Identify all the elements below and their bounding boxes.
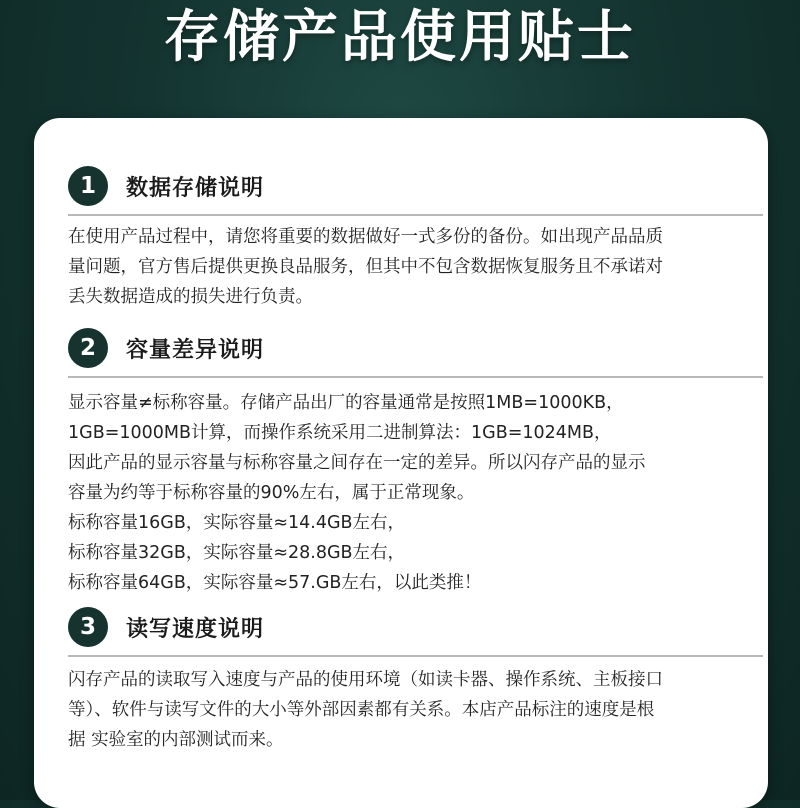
section-header-capacity: [68, 326, 264, 370]
section-body-data-storage: [68, 222, 763, 312]
body-line: 丢失数据造成的损失进行负责。: [68, 287, 313, 307]
body-line: 据 实验室的内部测试而来。: [68, 730, 284, 750]
body-line: 量问题，官方售后提供更换良品服务，但其中不包含数据恢复服务且不承诺对: [68, 257, 663, 277]
body-line: 显示容量≠标称容量。存储产品出厂的容量通常是按照1MB=1000KB，: [68, 393, 624, 413]
tips-card: [34, 118, 768, 808]
body-line: 容量为约等于标称容量的90%左右，属于正常现象。: [68, 483, 475, 503]
section-header-speed: [68, 605, 264, 649]
body-line: 在使用产品过程中，请您将重要的数据做好一式多份的备份。如出现产品品质: [68, 227, 663, 247]
section-divider: [68, 655, 763, 657]
section-number-badge: 3: [68, 607, 108, 647]
section-title: 容量差异说明: [126, 337, 265, 363]
body-line: 1GB=1000MB计算，而操作系统采用二进制算法：1GB=1024MB，: [68, 423, 612, 443]
section-header-data-storage: [68, 164, 264, 208]
section-body-speed: [68, 665, 763, 755]
section-divider: [68, 376, 763, 378]
section-number-badge: 1: [68, 166, 108, 206]
body-line: 闪存产品的读取写入速度与产品的使用环境（如读卡器、操作系统、主板接口: [68, 670, 663, 690]
section-number-badge: 2: [68, 328, 108, 368]
page-title: 存储产品使用贴士: [164, 5, 636, 70]
section-title: 读写速度说明: [126, 616, 265, 642]
section-body-capacity: [68, 388, 763, 598]
body-line: 标称容量64GB，实际容量≈57.GB左右，以此类推！: [68, 573, 482, 593]
body-line: 等）、软件与读写文件的大小等外部因素都有关系。本店产品标注的速度是根: [68, 700, 655, 720]
body-line: 因此产品的显示容量与标称容量之间存在一定的差异。所以闪存产品的显示: [68, 453, 646, 473]
section-title: 数据存储说明: [126, 175, 265, 201]
body-line: 标称容量16GB，实际容量≈14.4GB左右，: [68, 513, 406, 533]
section-divider: [68, 214, 763, 216]
body-line: 标称容量32GB，实际容量≈28.8GB左右，: [68, 543, 406, 563]
